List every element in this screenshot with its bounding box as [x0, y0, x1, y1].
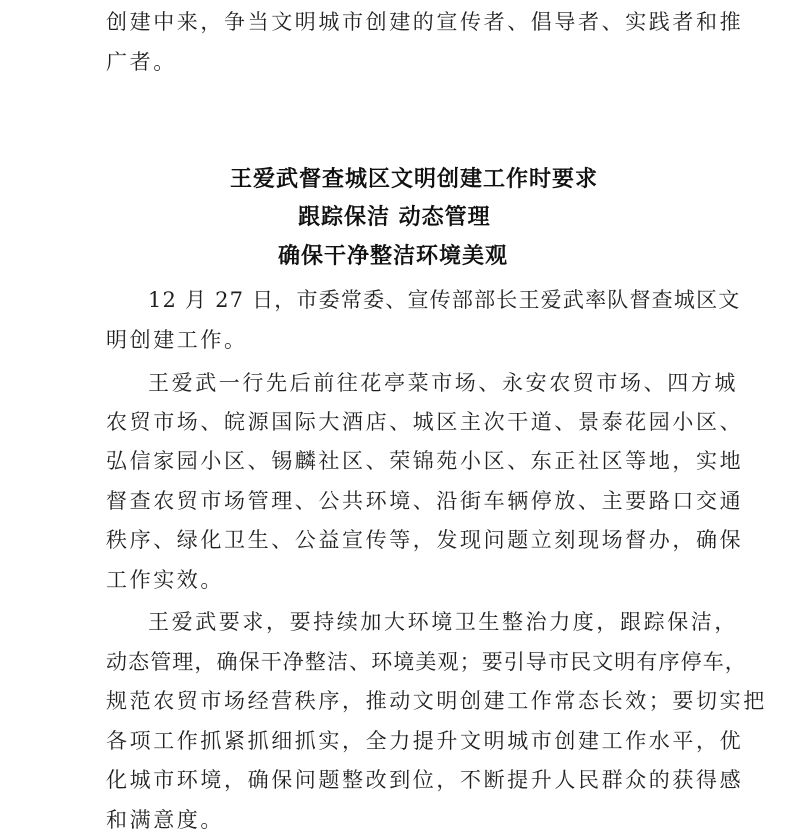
paragraph-3-line-1: 王爱武要求，要持续加大环境卫生整治力度，跟踪保洁，	[148, 610, 738, 634]
body-text-line: 创建中来，争当文明城市创建的宣传者、倡导者、实践者和推	[106, 10, 744, 34]
paragraph-3-line-5: 化城市环境，确保问题整改到位，不断提升人民群众的获得感	[106, 768, 744, 792]
paragraph-2-line-5: 秩序、绿化卫生、公益宣传等，发现问题立刻现场督办，确保	[106, 528, 744, 552]
paragraph-1-line-2: 明创建工作。	[106, 328, 248, 352]
article-title-line-2: 跟踪保洁 动态管理	[298, 204, 491, 230]
paragraph-2-line-1: 王爱武一行先后前往花亭菜市场、永安农贸市场、四方城	[148, 371, 738, 395]
paragraph-3-line-3: 规范农贸市场经营秩序，推动文明创建工作常态长效；要切实把	[106, 689, 767, 713]
paragraph-2-line-2: 农贸市场、皖源国际大酒店、城区主次干道、景泰花园小区、	[106, 410, 744, 434]
paragraph-3-line-4: 各项工作抓紧抓细抓实，全力提升文明城市创建工作水平，优	[106, 729, 744, 753]
paragraph-2-line-4: 督查农贸市场管理、公共环境、沿街车辆停放、主要路口交通	[106, 489, 744, 513]
paragraph-3-line-6: 和满意度。	[106, 808, 224, 832]
paragraph-2-line-6: 工作实效。	[106, 568, 224, 592]
paragraph-1-line-1: 12 月 27 日，市委常委、宣传部部长王爱武率队督查城区文	[148, 288, 741, 312]
paragraph-2-line-3: 弘信家园小区、锡麟社区、荣锦苑小区、东正社区等地，实地	[106, 449, 744, 473]
article-title-line-1: 王爱武督查城区文明创建工作时要求	[230, 166, 599, 192]
paragraph-3-line-2: 动态管理，确保干净整洁、环境美观；要引导市民文明有序停车，	[106, 650, 747, 674]
article-title-line-3: 确保干净整洁环境美观	[278, 243, 509, 269]
body-text-line: 广者。	[106, 50, 177, 74]
